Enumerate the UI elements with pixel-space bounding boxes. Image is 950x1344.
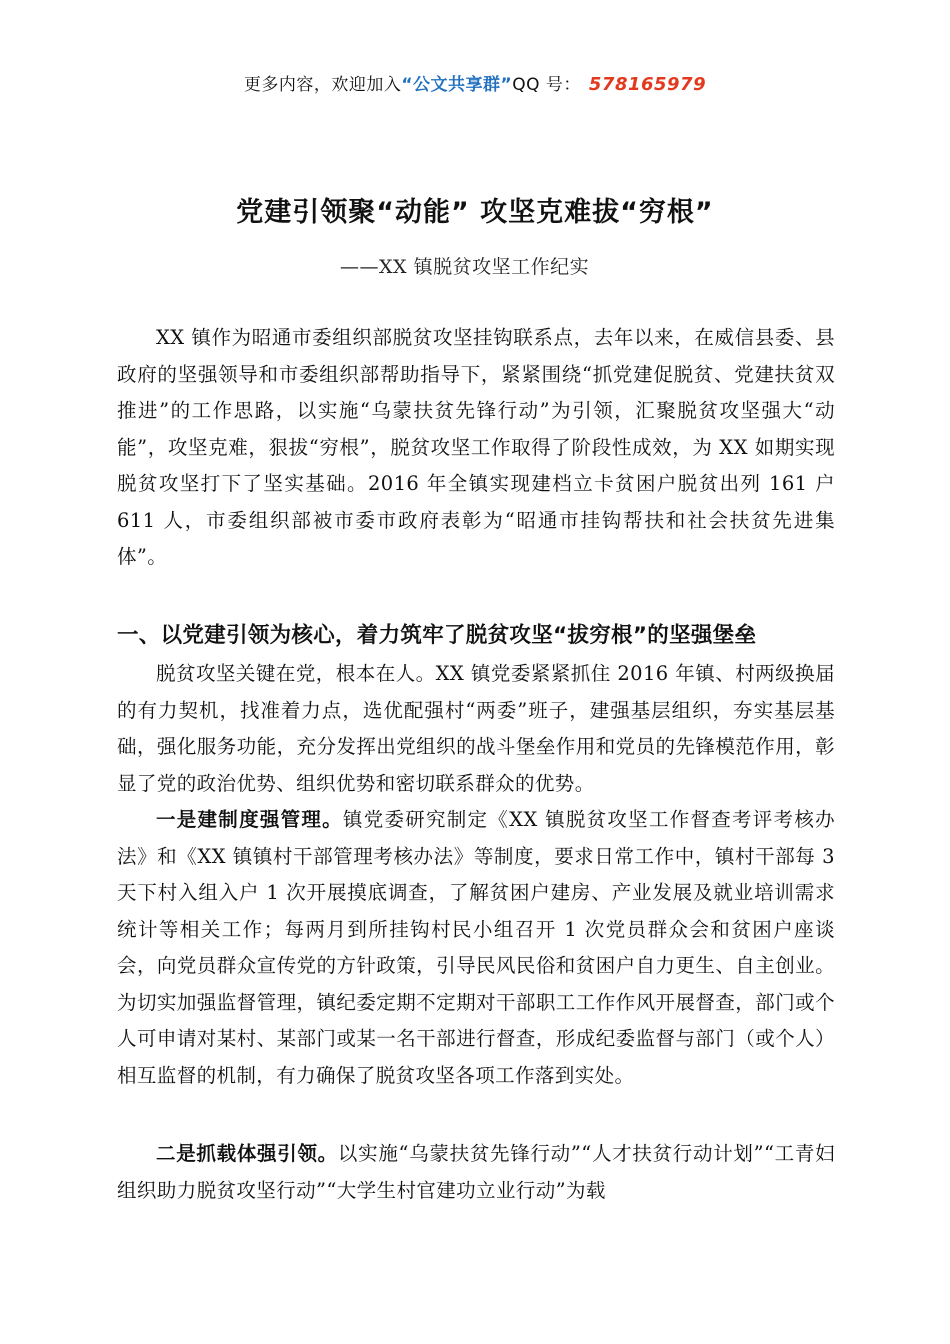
document-title: 党建引领聚“动能” 攻坚克难拔“穷根” [236, 197, 714, 228]
point-two-lead: 二是抓载体强引领。 [156, 1142, 338, 1165]
qq-label: QQ 号： [512, 75, 581, 95]
header-prefix: 更多内容，欢迎加入 [243, 75, 402, 95]
intro-paragraph: XX 镇作为昭通市委组织部脱贫攻坚挂钩联系点，去年以来，在威信县委、县政府的坚强领导和市委组织部帮助指导下，紧紧围绕“抓党建促脱贫、党建扶贫双推进”的工作思路，以实施“乌蒙扶贫先锋行动”为引领，汇聚脱贫攻坚强大“动能”，攻坚克难，狠拔“穷根”，脱贫攻坚工作取得了阶段性成效，为 XX 如期实现脱贫攻坚打下了坚实基础。2016 年全镇实现建档立卡贫困户脱贫出列 161 户 611 人，市委组织部被市委市政府表彰为“昭通市挂钩帮扶和社会扶贫先进集体”。 [117, 326, 835, 568]
point-one-lead: 一是建制度强管理。 [156, 808, 343, 831]
group-name: “公文共享群” [401, 75, 513, 95]
point-two-text: 以实施“乌蒙扶贫先锋行动”“人才扶贫行动计划”“工青妇组织助力脱贫攻坚行动”“大学生村官建功立业行动”为载 [117, 1142, 835, 1202]
point-two-paragraph [117, 1136, 835, 1209]
document-subtitle: ——XX 镇脱贫攻坚工作纪实 [340, 256, 590, 278]
promo-header [0, 70, 950, 95]
qq-number: 578165979 [588, 74, 707, 95]
section-paragraph: 脱贫攻坚关键在党，根本在人。XX 镇党委紧紧抓住 2016 年镇、村两级换届的有力契机，找准着力点，选优配强村“两委”班子，建强基层组织，夯实基层基础，强化服务功能，充分发挥出党组织的战斗堡垒作用和党员的先锋模范作用，彰显了党的政治优势、组织优势和密切联系群众的优势。 [117, 662, 835, 795]
section-heading: 一、以党建引领为核心，着力筑牢了脱贫攻坚“拔穷根”的坚强堡垒 [117, 623, 757, 648]
point-one-text: 镇党委研究制定《XX 镇脱贫攻坚工作督查考评考核办法》和《XX 镇镇村干部管理考核办法》等制度，要求日常工作中，镇村干部每 3 天下村入组入户 1 次开展摸底调查，了解贫困户建房、产业发展及就业培训需求统计等相关工作；每两月到所挂钩村民小组召开 1 次党员群众会和贫困户座谈会，向党员群众宣传党的方针政策，引导民风民俗和贫困户自力更生、自主创业。为切实加强监督管理，镇纪委定期不定期对干部职工工作作风开展督查，部门或个人可申请对某村、某部门或某一名干部进行督查，形成纪委监督与部门（或个人）相互监督的机制，有力确保了脱贫攻坚各项工作落到实处。 [117, 808, 835, 1087]
point-one-paragraph [117, 802, 835, 1094]
